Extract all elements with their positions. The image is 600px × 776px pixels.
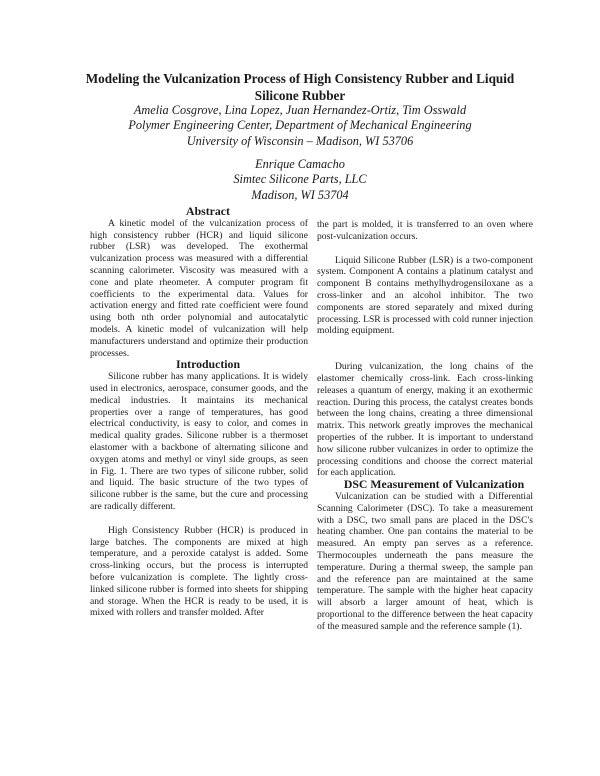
introduction-paragraph-2: High Consistency Rubber (HCR) is produced in large batches. The components are mixed at high temperature, and a peroxide catalyst is added. Some cross-linking occurs, but the process is interrupted before vulcanization is complete. The lightly cross-linked silicone rubber is formed into sheets for shipping and storage. When the HCR is ready to be used, it is mixed with rollers and transfer molded. After bbox=[90, 524, 308, 619]
author-names: Amelia Cosgrove, Lina Lopez, Juan Hernandez-Ortiz, Tim Osswald bbox=[133, 103, 467, 117]
abstract-heading: Abstract bbox=[186, 204, 230, 218]
introduction-paragraph-4: Liquid Silicone Rubber (LSR) is a two-component system. Component A contains a platinum catalyst and component B contains methylhydrogensiloxane as a cross-linker and an alcohol inhibitor. The two components are stored separately and mixed during processing. LSR is processed with cold runner injection molding equipment. bbox=[317, 254, 533, 337]
paper-title bbox=[60, 70, 540, 104]
affiliation-line-2: University of Wisconsin – Madison, WI 53706 bbox=[186, 133, 414, 148]
title-line-2: Silicone Rubber bbox=[254, 88, 346, 103]
dsc-heading: DSC Measurement of Vulcanization bbox=[343, 477, 525, 492]
introduction-paragraph-1: Silicone rubber has many applications. It is widely used in electronics, aerospace, consumer goods, and the medical industries. It maintains its mechanical properties over a range of temperatures, has good electrical conductivity, is easy to color, and comes in medical quality grades. Silicone rubber is a thermoset elastomer with a backbone of alternating silicone and oxygen atoms and methyl or vinyl side groups, as seen in Fig. 1. There are two types of silicone rubber, solid and liquid. The basic structure of the two types of silicone rubber is the same, but the cure and processing are radically different. bbox=[90, 371, 308, 512]
right-column bbox=[317, 219, 533, 633]
dsc-paragraph-1: Vulcanization can be studied with a Differential Scanning Calorimeter (DSC). To take a measurement with a DSC, two small pans are placed in the DSC's heating chamber. One pan contains the material to be measured. An empty pan serves as a reference. Thermocouples underneath the pans measure the temperature. During a thermal sweep, the sample pan and the reference pan are maintained at the same temperature. The sample with the higher heat capacity will absorb a larger amount of heat, which is proportional to the difference between the heat capacity of the measured sample and the reference sample (1). bbox=[317, 490, 533, 632]
affiliation-line-4: Madison, WI 53704 bbox=[251, 187, 349, 202]
introduction-paragraph-5: During vulcanization, the long chains of the elastomer chemically cross-link. Each cross-linking releases a quantum of energy, making it an exothermic reaction. During this process, the catalyst creates bonds between the long chains, creating a three dimensional matrix. This network greatly improves the mechanical properties of the rubber. It is important to understand how silicone rubber vulcanizes in order to optimize the processing conditions and choose the correct material for each application. bbox=[317, 361, 533, 479]
author-name-2: Enrique Camacho bbox=[255, 157, 345, 171]
left-column bbox=[90, 206, 308, 619]
affiliation-line-3: Simtec Silicone Parts, LLC bbox=[233, 172, 367, 187]
author-block bbox=[60, 103, 540, 149]
introduction-heading: Introduction bbox=[175, 357, 241, 372]
author-block-2 bbox=[60, 157, 540, 203]
affiliation-line-1: Polymer Engineering Center, Department of Mechanical Engineering bbox=[128, 118, 472, 133]
title-line-1: Modeling the Vulcanization Process of High Consistency Rubber and Liquid bbox=[85, 71, 515, 86]
abstract-text: A kinetic model of the vulcanization process of high consistency rubber (HCR) and liquid silicone rubber (LSR) was developed. The exothermal vulcanization process was measured with a differential scanning calorimeter. Viscosity was measured with a cone and plate rheometer. A computer program fit coefficients to the experimental data. Values for activation energy and fitted rate coefficient were found using both nth order polynomial and autocatalytic models. A kinetic model of vulcanization will help manufacturers understand and optimize their production processes. bbox=[90, 217, 308, 359]
introduction-paragraph-3: the part is molded, it is transferred to an oven where post-vulcanization occurs. bbox=[317, 219, 533, 242]
